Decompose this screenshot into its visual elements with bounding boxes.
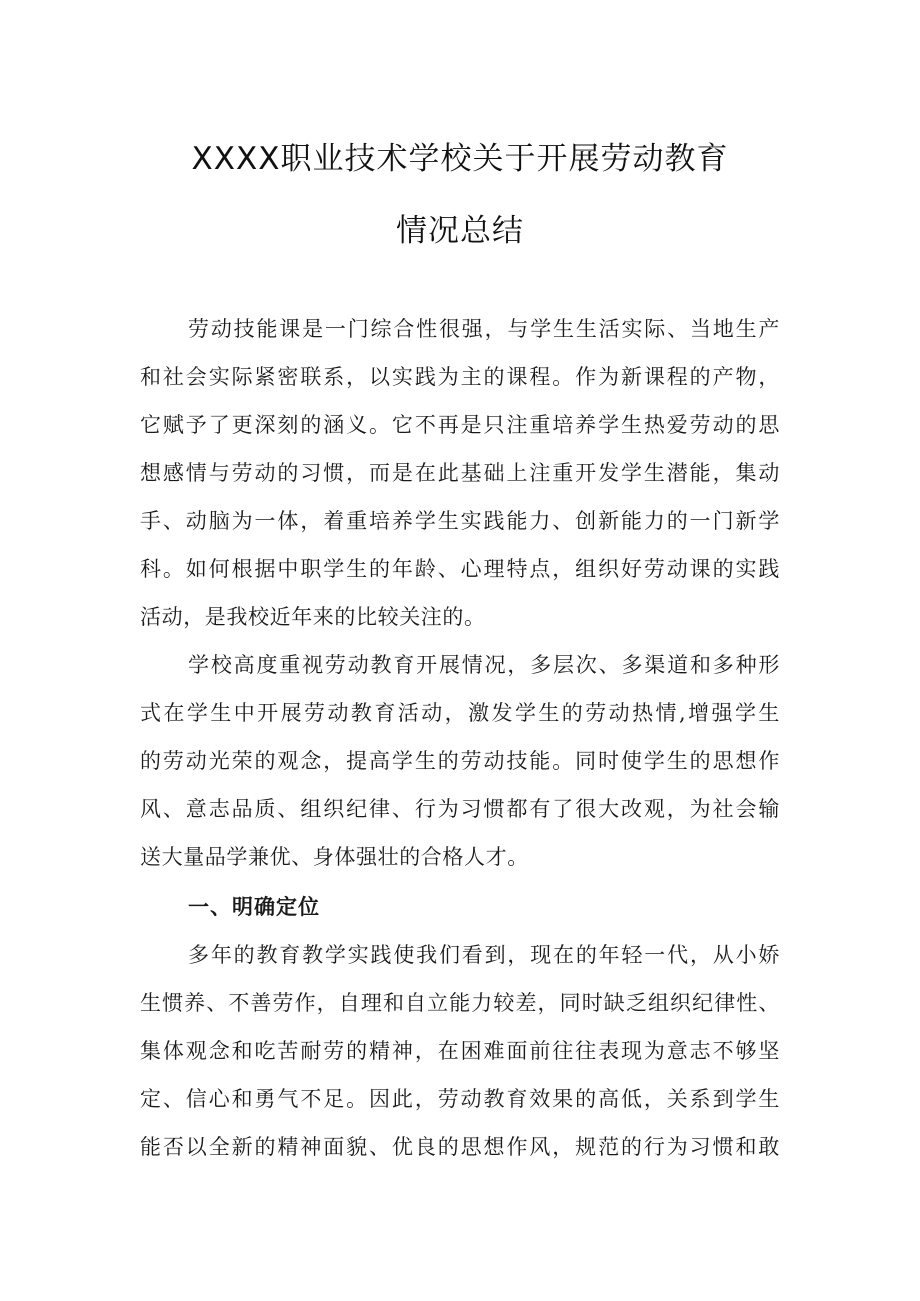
- paragraph-1-line-1: 劳动技能课是一门综合性很强，与学生生活实际、当地生产: [188, 317, 780, 341]
- document-title-line-2: 情况总结: [396, 213, 524, 249]
- paragraph-3-line-4: 定、信心和勇气不足。因此，劳动教育效果的高低，关系到学生: [140, 1087, 780, 1111]
- paragraph-1-line-6: 科。如何根据中职学生的年龄、心理特点，组织好劳动课的实践: [140, 557, 780, 581]
- paragraph-1-line-7: 活动，是我校近年来的比较关注的。: [140, 605, 486, 629]
- paragraph-2-line-1: 学校高度重视劳动教育开展情况，多层次、多渠道和多种形: [188, 653, 780, 677]
- paragraph-3-line-2: 生惯养、不善劳作，自理和自立能力较差，同时缺乏组织纪律性、: [140, 991, 780, 1015]
- paragraph-3-line-5: 能否以全新的精神面貌、优良的思想作风，规范的行为习惯和敢: [140, 1135, 780, 1159]
- paragraph-2-line-4: 风、意志品质、组织纪律、行为习惯都有了很大改观，为社会输: [140, 797, 780, 821]
- paragraph-2-line-3: 的劳动光荣的观念，提高学生的劳动技能。同时使学生的思想作: [140, 749, 780, 773]
- document-title-line-1: XXXX职业技术学校关于开展劳动教育: [191, 141, 729, 177]
- section-heading: 一、明确定位: [188, 895, 320, 919]
- paragraph-3-line-1: 多年的教育教学实践使我们看到，现在的年轻一代，从小娇: [188, 943, 780, 967]
- paragraph-1-line-3: 它赋予了更深刻的涵义。它不再是只注重培养学生热爱劳动的思: [140, 413, 780, 437]
- paragraph-1-line-2: 和社会实际紧密联系，以实践为主的课程。作为新课程的产物，: [140, 365, 780, 389]
- paragraph-2-line-2: 式在学生中开展劳动教育活动，激发学生的劳动热情,增强学生: [140, 701, 780, 725]
- paragraph-1-line-5: 手、动脑为一体，着重培养学生实践能力、创新能力的一门新学: [140, 509, 780, 533]
- paragraph-3-line-3: 集体观念和吃苦耐劳的精神，在困难面前往往表现为意志不够坚: [140, 1039, 780, 1063]
- paragraph-2-line-5: 送大量品学兼优、身体强壮的合格人才。: [140, 845, 529, 869]
- paragraph-1-line-4: 想感情与劳动的习惯，而是在此基础上注重开发学生潜能，集动: [140, 461, 780, 485]
